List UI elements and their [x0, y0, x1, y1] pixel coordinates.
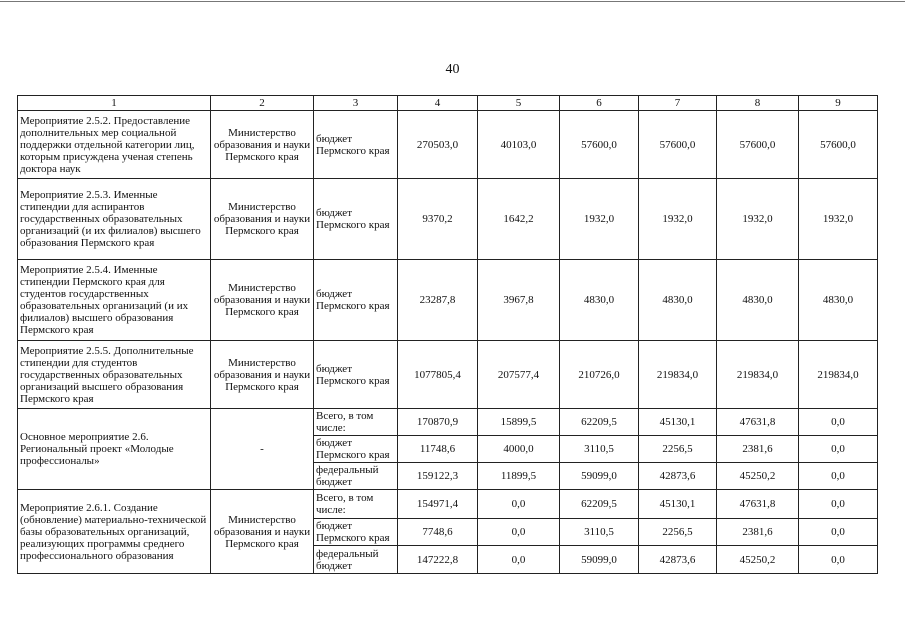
measure-description: Мероприятие 2.5.2. Предоставление дополнительных мер социальной поддержки отдельной категории лиц, которым присуждена ученая степень доктора наук	[18, 111, 211, 179]
value-cell: 7748,6	[398, 519, 478, 546]
funding-source: бюджет Пермского края	[314, 341, 398, 409]
value-cell: 219834,0	[717, 341, 799, 409]
funding-source: федеральный бюджет	[314, 546, 398, 574]
table-row	[18, 341, 878, 409]
value-cell: 219834,0	[799, 341, 878, 409]
value-cell: 2256,5	[639, 519, 717, 546]
value-cell: 42873,6	[639, 546, 717, 574]
table-row	[18, 260, 878, 341]
funding-source: бюджет Пермского края	[314, 436, 398, 463]
funding-source: Всего, в том числе:	[314, 409, 398, 436]
value-cell: 42873,6	[639, 463, 717, 490]
measure-description: Мероприятие 2.5.5. Дополнительные стипендии для студентов государственных образовательных организаций высшего образования Пермского края	[18, 341, 211, 409]
value-cell: 9370,2	[398, 179, 478, 260]
budget-table	[17, 95, 878, 574]
executor-cell: Министерство образования и науки Пермского края	[211, 341, 314, 409]
value-cell: 210726,0	[560, 341, 639, 409]
funding-source: Всего, в том числе:	[314, 490, 398, 519]
value-cell: 47631,8	[717, 409, 799, 436]
value-cell: 4830,0	[799, 260, 878, 341]
value-cell: 45250,2	[717, 546, 799, 574]
header-cell: 6	[560, 96, 639, 111]
value-cell: 4830,0	[639, 260, 717, 341]
header-cell: 3	[314, 96, 398, 111]
value-cell: 1642,2	[478, 179, 560, 260]
table-row	[18, 111, 878, 179]
value-cell: 0,0	[799, 409, 878, 436]
executor-cell: Министерство образования и науки Пермского края	[211, 179, 314, 260]
value-cell: 1932,0	[639, 179, 717, 260]
value-cell: 2381,6	[717, 519, 799, 546]
header-cell: 1	[18, 96, 211, 111]
value-cell: 270503,0	[398, 111, 478, 179]
value-cell: 3110,5	[560, 436, 639, 463]
value-cell: 207577,4	[478, 341, 560, 409]
value-cell: 2381,6	[717, 436, 799, 463]
value-cell: 4830,0	[717, 260, 799, 341]
executor-cell: Министерство образования и науки Пермского края	[211, 260, 314, 341]
value-cell: 57600,0	[799, 111, 878, 179]
measure-description: Мероприятие 2.6.1. Создание (обновление) материально-технической базы образовательных организаций, реализующих программы среднего профессионального образования	[18, 490, 211, 574]
value-cell: 40103,0	[478, 111, 560, 179]
measure-description: Основное мероприятие 2.6. Региональный проект «Молодые профессионалы»	[18, 409, 211, 490]
value-cell: 1077805,4	[398, 341, 478, 409]
value-cell: 57600,0	[717, 111, 799, 179]
value-cell: 0,0	[799, 519, 878, 546]
funding-source: федеральный бюджет	[314, 463, 398, 490]
funding-source: бюджет Пермского края	[314, 179, 398, 260]
value-cell: 4000,0	[478, 436, 560, 463]
value-cell: 147222,8	[398, 546, 478, 574]
header-cell: 2	[211, 96, 314, 111]
value-cell: 159122,3	[398, 463, 478, 490]
value-cell: 170870,9	[398, 409, 478, 436]
header-cell: 8	[717, 96, 799, 111]
value-cell: 59099,0	[560, 463, 639, 490]
value-cell: 1932,0	[799, 179, 878, 260]
value-cell: 45130,1	[639, 490, 717, 519]
value-cell: 15899,5	[478, 409, 560, 436]
table-row	[18, 490, 878, 519]
funding-source: бюджет Пермского края	[314, 111, 398, 179]
value-cell: 1932,0	[717, 179, 799, 260]
value-cell: 3967,8	[478, 260, 560, 341]
header-cell: 4	[398, 96, 478, 111]
value-cell: 2256,5	[639, 436, 717, 463]
value-cell: 11748,6	[398, 436, 478, 463]
funding-source: бюджет Пермского края	[314, 519, 398, 546]
value-cell: 4830,0	[560, 260, 639, 341]
page-number: 40	[445, 62, 460, 77]
value-cell: 0,0	[799, 546, 878, 574]
value-cell: 57600,0	[560, 111, 639, 179]
value-cell: 3110,5	[560, 519, 639, 546]
header-row	[18, 96, 878, 111]
value-cell: 59099,0	[560, 546, 639, 574]
executor-cell: Министерство образования и науки Пермского края	[211, 490, 314, 574]
value-cell: 57600,0	[639, 111, 717, 179]
value-cell: 0,0	[478, 519, 560, 546]
executor-cell: -	[211, 409, 314, 490]
executor-cell: Министерство образования и науки Пермского края	[211, 111, 314, 179]
table-row	[18, 409, 878, 436]
measure-description: Мероприятие 2.5.3. Именные стипендии для аспирантов государственных образовательных организаций (и их филиалов) высшего образования Пермского края	[18, 179, 211, 260]
value-cell: 0,0	[478, 490, 560, 519]
value-cell: 11899,5	[478, 463, 560, 490]
value-cell: 62209,5	[560, 409, 639, 436]
value-cell: 0,0	[799, 436, 878, 463]
value-cell: 154971,4	[398, 490, 478, 519]
funding-source: бюджет Пермского края	[314, 260, 398, 341]
value-cell: 219834,0	[639, 341, 717, 409]
header-cell: 9	[799, 96, 878, 111]
header-cell: 7	[639, 96, 717, 111]
table-row	[18, 179, 878, 260]
header-cell: 5	[478, 96, 560, 111]
value-cell: 45250,2	[717, 463, 799, 490]
value-cell: 1932,0	[560, 179, 639, 260]
value-cell: 45130,1	[639, 409, 717, 436]
value-cell: 62209,5	[560, 490, 639, 519]
value-cell: 0,0	[799, 463, 878, 490]
top-rule	[0, 1, 905, 2]
value-cell: 0,0	[478, 546, 560, 574]
value-cell: 23287,8	[398, 260, 478, 341]
measure-description: Мероприятие 2.5.4. Именные стипендии Пермского края для студентов государственных образовательных организаций (и их филиалов) высшего образования Пермского края	[18, 260, 211, 341]
value-cell: 47631,8	[717, 490, 799, 519]
value-cell: 0,0	[799, 490, 878, 519]
